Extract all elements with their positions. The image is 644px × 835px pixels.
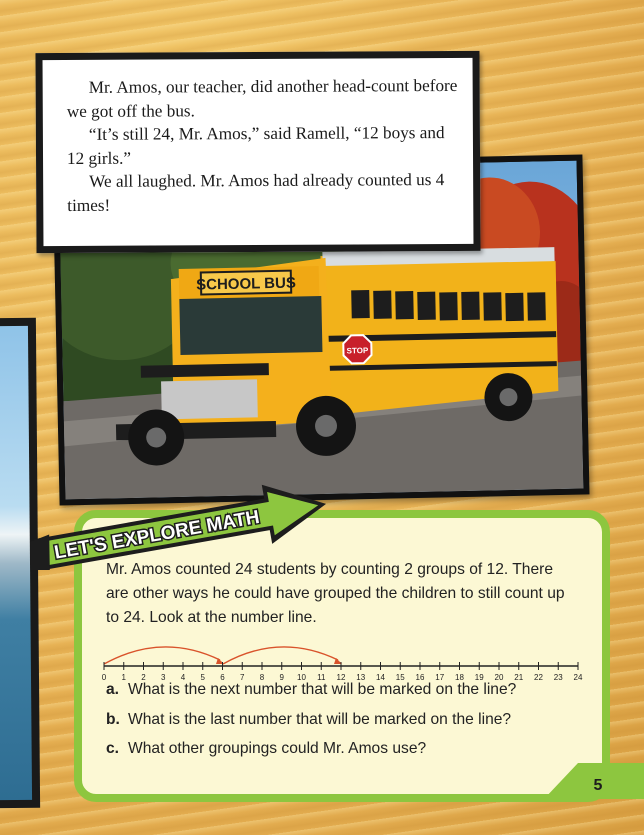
number-line-label: 19 — [474, 673, 484, 680]
number-line-label: 5 — [200, 673, 205, 680]
stop-sign-label: STOP — [346, 346, 369, 356]
jump-arc — [223, 647, 338, 664]
question-b — [106, 711, 511, 729]
number-line-label: 14 — [376, 673, 385, 680]
question-a — [106, 681, 516, 699]
number-line-label: 16 — [415, 673, 425, 680]
number-line-label: 24 — [573, 673, 583, 680]
number-line-label: 23 — [553, 673, 563, 680]
jump-arc — [104, 647, 220, 664]
number-line-label: 12 — [336, 673, 346, 680]
banner-label: LET'S EXPLORE MATH — [52, 506, 262, 564]
number-line-label: 13 — [356, 673, 366, 680]
question-letter: c. — [106, 740, 120, 757]
story-text — [67, 74, 463, 218]
explore-math-banner — [28, 478, 348, 570]
number-line — [98, 634, 588, 680]
number-line-label: 22 — [534, 673, 543, 680]
question-text: What is the next number that will be marked on the line? — [128, 681, 517, 698]
number-line-label: 6 — [220, 673, 225, 680]
math-intro-text: Mr. Amos counted 24 students by counting 2 groups of 12. There are other ways he could have grouped the children to still count up to 24. Look at the number line. — [106, 561, 565, 626]
bus-sign-label: SCHOOL BUS — [195, 274, 297, 294]
number-line-label: 10 — [297, 673, 306, 680]
question-letter: a. — [106, 681, 120, 698]
number-line-label: 3 — [161, 673, 166, 680]
number-line-label: 15 — [395, 673, 405, 680]
story-text-card — [35, 51, 480, 253]
story-paragraph: Mr. Amos, our teacher, did another head-count before we got off the bus. — [66, 75, 458, 121]
question-text: What other groupings could Mr. Amos use? — [128, 740, 427, 757]
question-letter: b. — [106, 711, 120, 728]
number-line-label: 20 — [494, 673, 504, 680]
question-text: What is the last number that will be marked on the line? — [128, 711, 512, 728]
question-c — [106, 740, 426, 758]
number-line-label: 1 — [121, 673, 126, 680]
page-number: 5 — [593, 777, 603, 794]
story-paragraph: We all laughed. Mr. Amos had already counted us 4 times! — [67, 170, 445, 215]
page-number-tab — [544, 763, 644, 803]
number-line-label: 11 — [317, 673, 326, 680]
number-line-label: 18 — [455, 673, 464, 680]
number-line-label: 8 — [259, 673, 265, 680]
number-line-label: 9 — [279, 673, 284, 680]
number-line-label: 4 — [180, 673, 186, 680]
number-line-label: 0 — [101, 673, 107, 680]
number-line-label: 17 — [435, 673, 445, 680]
number-line-label: 7 — [240, 673, 245, 680]
number-line-label: 21 — [514, 673, 524, 680]
number-line-label: 2 — [141, 673, 146, 680]
story-paragraph: “It’s still 24, Mr. Amos,” said Ramell, “12 boys and 12 girls.” — [66, 123, 445, 168]
